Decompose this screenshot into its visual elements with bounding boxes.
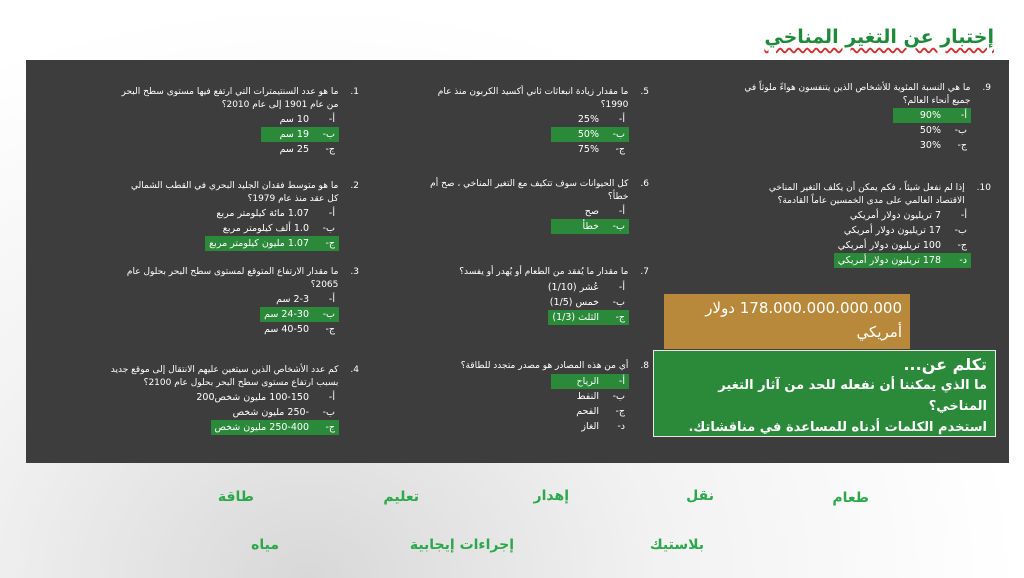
option-a[interactable]: أ- 90% [893, 108, 971, 123]
option-c[interactable]: ج- 1.07 مليون كيلومتر مربع [205, 236, 339, 251]
question-text: ما مقدار زيادة انبعاثات ثاني أكسيد الكربون منذ عام 1990؟ [437, 87, 629, 110]
option-b[interactable]: ب- 17 تريليون دولار أمريكي [843, 225, 967, 236]
option-c[interactable]: ج- الثلث (1/3) [548, 310, 629, 325]
option-c[interactable]: ج- 100 تريليون دولار أمريكي [837, 240, 967, 251]
question-2 [119, 180, 359, 251]
question-8 [409, 360, 649, 434]
option-c[interactable]: ج- 75% [577, 144, 625, 155]
question-number: 4. [350, 365, 359, 375]
word-energy: طاقة [217, 489, 254, 505]
option-a[interactable]: أ- 1.07 مائة كيلومتر مربع [216, 208, 335, 219]
discussion-heading: تكلم عن... [903, 355, 987, 374]
question-text: إذا لم نفعل شيئاً ، فكم يمكن أن يكلف التغير المناخي الاقتصاد العالمي على مدى الخمسين عاماً القادمة؟ [768, 183, 965, 206]
option-d[interactable]: د- الغاز [581, 420, 625, 432]
discussion-callout [653, 350, 996, 437]
option-b[interactable]: ب- 50% [551, 127, 629, 142]
option-a[interactable]: أ- الرياح [551, 374, 629, 389]
option-b[interactable]: ب- النفط [576, 390, 625, 402]
question-text: ما مقدار الارتفاع المتوقع لمستوى سطح البحر بحلول عام 2065؟ [126, 267, 339, 290]
question-text: ما مقدار ما يُفقد من الطعام أو يُهدر أو يفسد؟ [459, 267, 629, 277]
answer-callout: 178.000.000.000.000 دولار أمريكي [664, 294, 910, 349]
option-d[interactable]: د- 178 تريليون دولار أمريكي [834, 253, 971, 268]
word-water: مياه [251, 537, 279, 553]
option-c[interactable]: ج- 30% [919, 140, 967, 151]
question-number: 5. [640, 87, 649, 97]
question-1 [119, 86, 359, 157]
option-b[interactable]: ب- -250 مليون شخص [232, 407, 335, 418]
discussion-question: ما الذي يمكننا أن نفعله للحد من آثار التغير المناخي؟ [718, 378, 987, 414]
question-number: 2. [350, 181, 359, 191]
option-c[interactable]: ج- 40-50 سم [264, 324, 335, 335]
option-a[interactable]: أ- 7 تريليون دولار أمريكي [849, 210, 967, 221]
question-5 [409, 86, 649, 157]
option-b[interactable]: ب- 24-30 سم [260, 307, 339, 322]
option-a[interactable]: أ- 10 سم [279, 114, 335, 125]
question-4 [99, 364, 359, 435]
question-number: 9. [982, 83, 991, 93]
word-plastic: بلاستيك [649, 537, 704, 553]
question-number: 10. [976, 183, 991, 193]
question-number: 1. [350, 87, 359, 97]
question-text: ما هو متوسط فقدان الجليد البحري في القطب الشمالي كل عقد منذ عام 1979؟ [131, 181, 339, 204]
option-c[interactable]: ج- 250-400 مليون شخص [211, 420, 339, 435]
question-10 [741, 182, 991, 268]
question-text: ما هو عدد السنتيمترات التي ارتفع فيها مستوى سطح البحر من عام 1901 إلى عام 2010؟ [121, 87, 339, 110]
word-positive-actions: إجراءات إيجابية [409, 537, 514, 553]
option-b[interactable]: ب- 1.0 ألف كيلومتر مربع [222, 223, 335, 234]
question-number: 7. [640, 267, 649, 277]
question-9 [741, 82, 991, 153]
question-3 [119, 266, 359, 337]
question-text: كل الحيوانات سوف تتكيف مع التغير المناخي ، صح أم خطأ؟ [430, 179, 629, 202]
option-c[interactable]: ج- الفحم [576, 405, 625, 417]
option-a[interactable]: أ- عُشر (1/10) [547, 281, 625, 293]
question-number: 3. [350, 267, 359, 277]
option-a[interactable]: أ- 2-3 سم [276, 294, 335, 305]
question-text: ما هي النسبة المئوية للأشخاص الذين يتنفسون هواءً ملوثاً في جميع أنحاء العالم؟ [744, 83, 971, 106]
word-food: طعام [832, 490, 869, 506]
option-a[interactable]: أ- صح [584, 206, 625, 217]
word-education: تعليم [383, 489, 419, 505]
question-7 [409, 266, 649, 325]
question-text: كم عدد الأشخاص الذين سيتعين عليهم الانتقال إلى موقع جديد بسبب ارتفاع مستوى سطح البحر بحلول عام 2100؟ [110, 365, 339, 388]
page-title: إختبار عن التغير المناخي [764, 26, 994, 48]
option-a[interactable]: أ- 100-150 مليون شخص200 [196, 392, 335, 403]
option-b[interactable]: ب- خمس (1/5) [549, 296, 625, 308]
word-waste: إهدار [533, 488, 569, 504]
option-b[interactable]: ب- خطأ [551, 219, 629, 234]
option-c[interactable]: ج- 25 سم [279, 144, 335, 155]
question-text: أي من هذه المصادر هو مصدر متجدد للطاقة؟ [460, 361, 629, 371]
discussion-instruction: استخدم الكلمات أدناه للمساعدة في مناقشاتك. [688, 420, 987, 435]
option-a[interactable]: أ- 25% [577, 114, 625, 125]
option-b[interactable]: ب- 19 سم [261, 127, 339, 142]
question-number: 6. [640, 179, 649, 189]
question-number: 8. [640, 361, 649, 371]
word-transport: نقل [686, 488, 714, 504]
option-b[interactable]: ب- 50% [919, 125, 967, 136]
question-6 [409, 178, 649, 234]
